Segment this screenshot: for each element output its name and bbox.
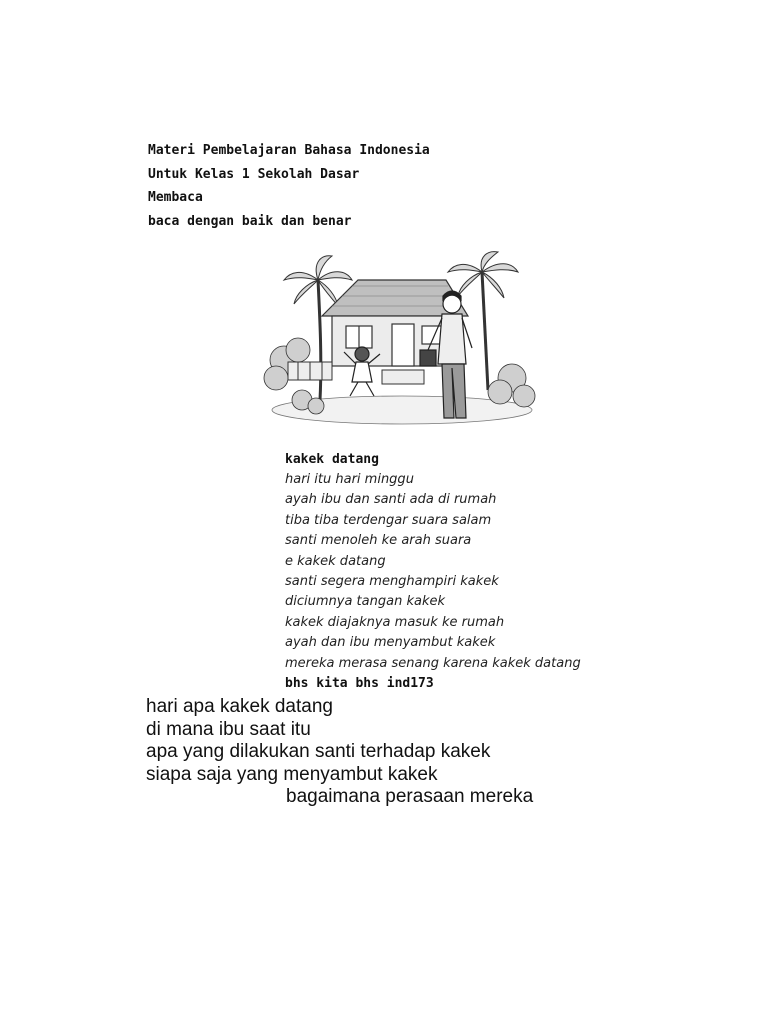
- header-subject: Materi Pembelajaran Bahasa Indonesia: [148, 143, 430, 158]
- header-topic: Membaca: [148, 190, 203, 205]
- story-line: ayah ibu dan santi ada di rumah: [285, 492, 497, 508]
- story-line: santi segera menghampiri kakek: [285, 574, 499, 590]
- story-source: bhs kita bhs ind173: [285, 676, 434, 692]
- question-item: apa yang dilakukan santi terhadap kakek: [146, 741, 491, 762]
- story-line: kakek diajaknya masuk ke rumah: [285, 614, 505, 630]
- story-line: tiba tiba terdengar suara salam: [285, 512, 492, 528]
- story-line: mereka merasa senang karena kakek datang: [285, 655, 581, 671]
- story-line: e kakek datang: [285, 553, 386, 569]
- house-family-illustration: [262, 250, 540, 428]
- story-title: kakek datang: [285, 452, 379, 467]
- document-header: [148, 139, 430, 233]
- header-grade: Untuk Kelas 1 Sekolah Dasar: [148, 166, 360, 182]
- story-line: diciumnya tangan kakek: [285, 594, 445, 610]
- reading-passage: [285, 450, 581, 694]
- header-instruction: baca dengan baik dan benar: [148, 213, 352, 229]
- story-line: ayah dan ibu menyambut kakek: [285, 635, 496, 651]
- question-item: siapa saja yang menyambut kakek: [146, 763, 438, 785]
- question-item: bagaimana perasaan mereka: [286, 786, 534, 807]
- question-item: hari apa kakek datang: [146, 696, 333, 717]
- question-item: di mana ibu saat itu: [146, 718, 311, 740]
- question-list: [146, 696, 533, 809]
- story-line: hari itu hari minggu: [285, 472, 414, 487]
- story-line: santi menoleh ke arah suara: [285, 533, 472, 549]
